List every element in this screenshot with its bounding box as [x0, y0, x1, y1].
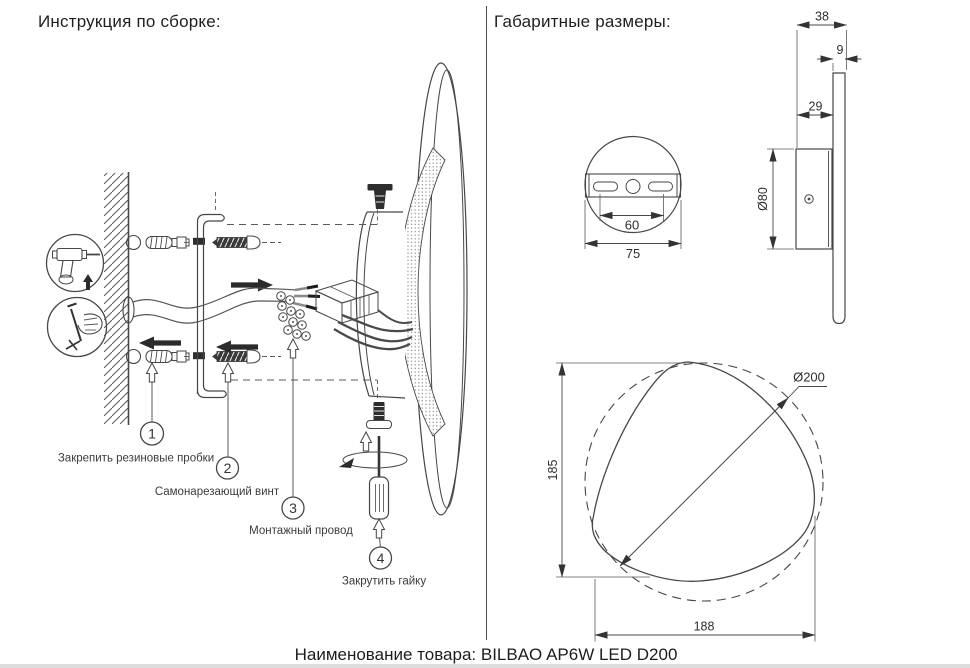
self-tapping-screw-top	[212, 236, 260, 249]
dim-200-label: Ø200	[793, 369, 825, 385]
step-2-number: 2	[223, 460, 232, 476]
rubber-plug-top	[146, 237, 189, 249]
step-1-number: 1	[148, 425, 156, 442]
step1-arrow	[147, 363, 158, 382]
step4-arrow	[374, 519, 385, 538]
dim-80-label: Ø80	[756, 187, 770, 211]
scan-edge	[0, 664, 970, 668]
mains-cable	[133, 288, 295, 323]
plate-center-hole	[626, 180, 640, 194]
step-4-marker	[342, 547, 426, 588]
axis-dashes	[184, 243, 281, 357]
plate-slot-left	[594, 182, 618, 191]
dim-185-label: 185	[546, 459, 560, 481]
step-4-number: 4	[376, 550, 385, 566]
dim-38-label: 38	[815, 9, 829, 24]
drill-icon	[47, 235, 104, 292]
panel-profile	[833, 73, 845, 324]
step-1-label: Закрепить резиновые пробки	[57, 452, 215, 465]
push-left-arrow-anchor	[139, 337, 181, 350]
dim-9-label: 9	[836, 43, 844, 57]
dim-29-label: 29	[808, 99, 823, 114]
dimensions-title: Габаритные размеры:	[494, 12, 671, 31]
dim-38	[797, 10, 847, 149]
lamp-side-view	[756, 10, 862, 324]
lamp-top-screw	[368, 184, 393, 209]
dim-188-label: 188	[693, 619, 715, 634]
assembly-panel	[38, 12, 467, 588]
step-3-marker	[249, 497, 353, 537]
dim-200	[620, 370, 827, 567]
step-2-label: Самонарезающий винт	[154, 486, 280, 498]
dim-9	[817, 43, 862, 71]
step2-arrow	[223, 363, 234, 382]
plate-slot-right	[649, 182, 673, 191]
dim-185	[546, 363, 686, 577]
nut-driver-tool	[339, 436, 407, 519]
dim-188	[595, 516, 815, 642]
lamp-body	[356, 63, 467, 515]
step3-arrow	[288, 339, 299, 358]
wall	[104, 172, 141, 425]
dim-75-label: 75	[625, 246, 641, 261]
dim-29	[797, 100, 833, 116]
step-3-label: Монтажный провод	[249, 525, 353, 537]
lamp-outline	[592, 362, 814, 581]
mount-plate-top-view	[585, 137, 681, 262]
step-4-label: Закрутить гайку	[341, 575, 427, 588]
push-right-arrow-wires	[231, 279, 273, 292]
no-hammer-icon	[48, 298, 107, 357]
dim-80	[756, 149, 794, 249]
assembly-title: Инструкция по сборке:	[38, 12, 221, 31]
wire-ferrules	[277, 292, 311, 341]
dim-60-label: 60	[624, 217, 640, 233]
nut-up-arrow	[361, 432, 372, 451]
self-tapping-screw-bottom	[212, 350, 260, 363]
base-profile	[796, 149, 832, 249]
lamp-bottom-nut	[367, 402, 392, 429]
product-name: Наименование товара: BILBAO AP6W LED D200	[294, 645, 678, 664]
lamp-front-view	[546, 362, 827, 642]
step-3-number: 3	[289, 500, 297, 516]
dimensions-panel	[494, 10, 862, 642]
rubber-plug-bottom	[146, 351, 189, 363]
step-1-marker	[58, 422, 214, 465]
